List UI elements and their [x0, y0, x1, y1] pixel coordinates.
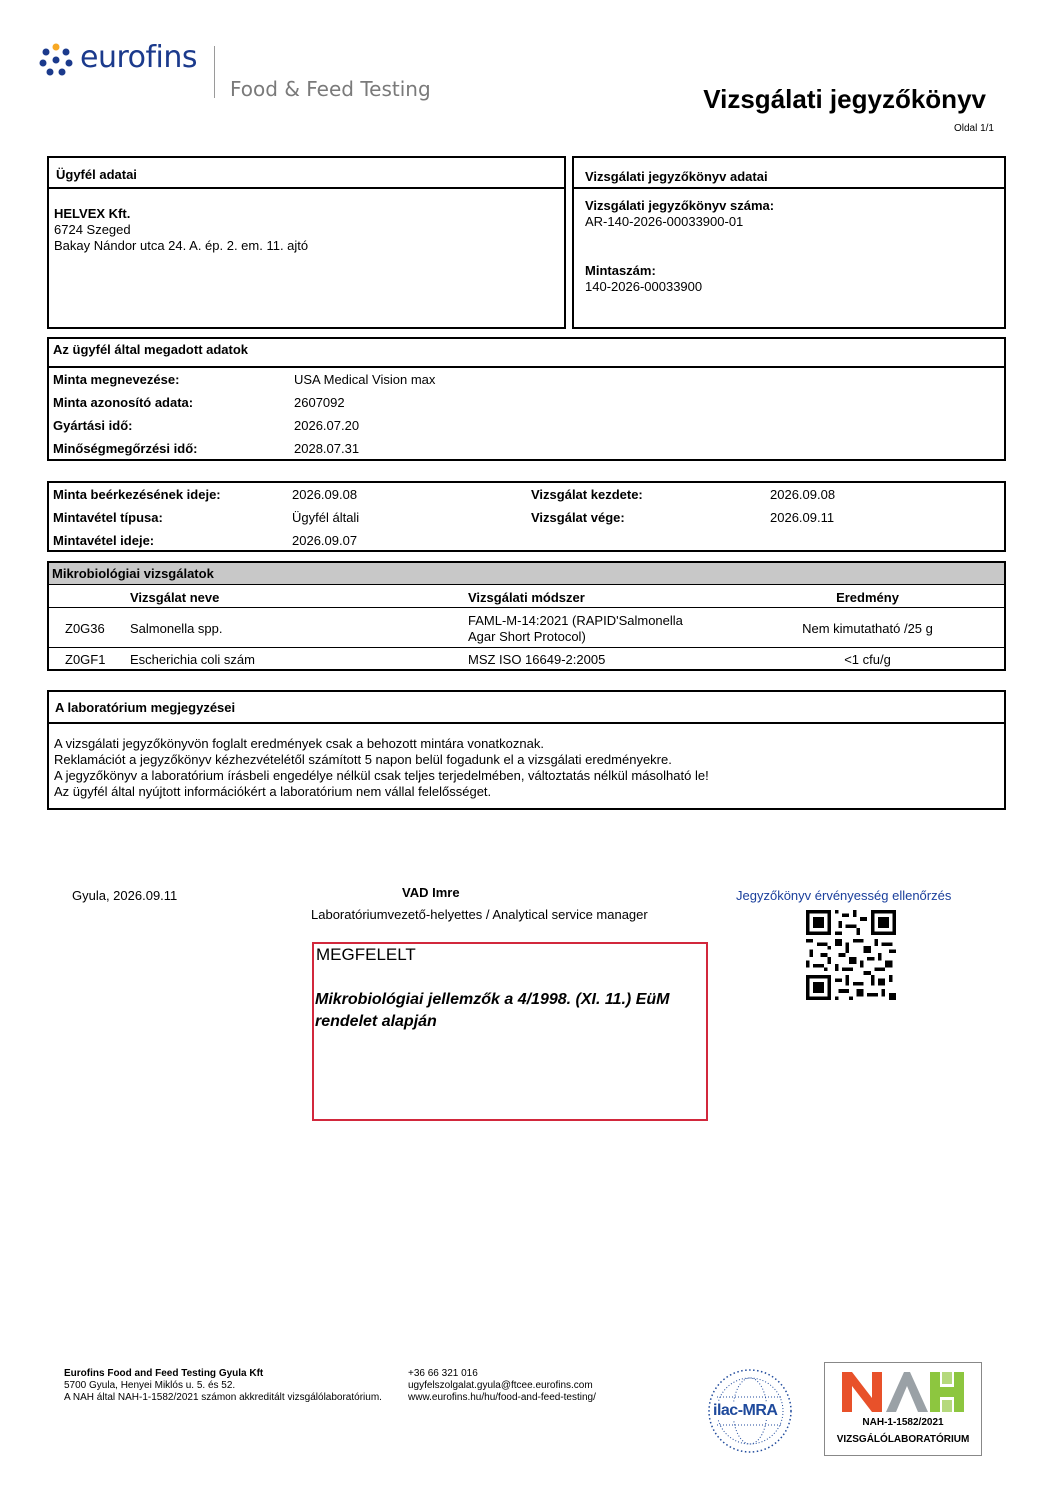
footer-company: Eurofins Food and Feed Testing Gyula Kft [64, 1368, 264, 1379]
sampling-label: Vizsgálat vége: [531, 510, 625, 525]
eurofins-dots-icon [38, 42, 74, 78]
notes-heading: A laboratórium megjegyzései [55, 700, 236, 715]
verify-link[interactable]: Jegyzőkönyv érvényesség ellenőrzés [736, 888, 952, 903]
sampling-value: Ügyfél általi [292, 510, 360, 525]
sampling-label: Minta beérkezésének ideje: [53, 487, 221, 502]
test-name: Escherichia coli szám [130, 652, 255, 667]
place-date: Gyula, 2026.09.11 [72, 888, 178, 903]
client-box-divider [47, 187, 566, 189]
stamp-status: MEGFELELT [316, 945, 416, 964]
test-method: Agar Short Protocol) [468, 629, 586, 644]
stamp-text: rendelet alapján [315, 1013, 437, 1030]
micro-col-header: Eredmény [836, 590, 899, 605]
sampling-value: 2026.09.08 [292, 487, 358, 502]
ilac-text: ilac-MRA [713, 1402, 778, 1419]
sample-number: 140-2026-00033900 [585, 279, 703, 294]
customer-row-value: USA Medical Vision max [294, 372, 436, 387]
note-line: A vizsgálati jegyzőkönyvön foglalt eredmények csak a behozott mintára vonatkoznak. [54, 736, 544, 751]
notes-divider [47, 722, 1006, 724]
footer-phone: +36 66 321 016 [408, 1368, 478, 1379]
report-box-divider [572, 187, 1006, 189]
customer-row [53, 418, 953, 436]
customer-row-value: 2607092 [294, 395, 345, 410]
sample-number-label: Mintaszám: [585, 263, 656, 278]
nah-mark-icon [842, 1372, 966, 1412]
micro-heading: Mikrobiológiai vizsgálatok [52, 566, 214, 581]
micro-col-header: Vizsgálati módszer [468, 590, 585, 605]
customer-row [53, 441, 953, 459]
sampling-row [53, 533, 1003, 551]
footer-accreditation: A NAH által NAH-1-1582/2021 számon akkreditált vizsgálólaboratórium. [64, 1392, 382, 1403]
header-divider [214, 46, 215, 98]
sampling-label: Mintavétel típusa: [53, 510, 163, 525]
sampling-value: 2026.09.07 [292, 533, 358, 548]
conformity-stamp [312, 942, 708, 1121]
sampling-row [53, 510, 1003, 528]
signatory-name: VAD Imre [402, 885, 460, 900]
test-code: Z0GF1 [65, 652, 106, 667]
customer-data-heading: Az ügyfél által megadott adatok [53, 342, 249, 357]
report-heading: Vizsgálati jegyzőkönyv adatai [585, 169, 768, 184]
test-name: Salmonella spp. [130, 621, 223, 636]
division-name: Food & Feed Testing [230, 77, 431, 101]
signatory-role: Laboratóriumvezető-helyettes / Analytical service manager [311, 907, 648, 922]
customer-row-value: 2028.07.31 [294, 441, 360, 456]
customer-row-label: Minta megnevezése: [53, 372, 180, 387]
sampling-label: Mintavétel ideje: [53, 533, 155, 548]
nah-label: VIZSGÁLÓLABORATÓRIUM [836, 1434, 970, 1445]
customer-row-label: Minőségmegőrzési idő: [53, 441, 198, 456]
report-number: AR-140-2026-00033900-01 [585, 214, 744, 229]
sampling-value: 2026.09.11 [770, 510, 835, 525]
sampling-value: 2026.09.08 [770, 487, 836, 502]
customer-row-label: Minta azonosító adata: [53, 395, 194, 410]
test-method: FAML-M-14:2021 (RAPID'Salmonella [468, 613, 683, 628]
sampling-row [53, 487, 1003, 505]
brand-name: eurofins [80, 40, 198, 75]
eurofins-logo [38, 40, 213, 80]
nah-logo [824, 1362, 982, 1456]
note-line: Reklamációt a jegyzőkönyv kézhezvételétől számított 5 napon belül fogadunk el a vizsgálati eredményekre. [54, 752, 672, 767]
qr-code[interactable] [806, 910, 896, 1000]
report-number-label: Vizsgálati jegyzőkönyv száma: [585, 198, 775, 213]
client-heading: Ügyfél adatai [56, 167, 137, 182]
test-code: Z0G36 [65, 621, 105, 636]
client-city: 6724 Szeged [54, 222, 131, 237]
stamp-text: Mikrobiológiai jellemzők a 4/1998. (XI. 11.) EüM [315, 991, 670, 1008]
nah-number: NAH-1-1582/2021 [862, 1417, 944, 1428]
note-line: Az ügyfél által nyújtott információkért a laboratórium nem vállal felelősséget. [54, 784, 492, 799]
test-method: MSZ ISO 16649-2:2005 [468, 652, 606, 667]
ilac-mra-logo [706, 1365, 794, 1457]
table-row [49, 608, 1004, 648]
customer-row [53, 395, 953, 413]
client-name: HELVEX Kft. [54, 206, 131, 221]
micro-heading-divider [49, 584, 1004, 585]
customer-data-divider [47, 366, 1006, 368]
micro-col-header: Vizsgálat neve [130, 590, 220, 605]
test-result: Nem kimutatható /25 g [802, 621, 933, 636]
footer-email: ugyfelszolgalat.gyula@ftcee.eurofins.com [408, 1380, 593, 1391]
note-line: A jegyzőkönyv a laboratórium írásbeli engedélye nélkül csak teljes terjedelmében, változtatás nélkül másolható le! [54, 768, 709, 783]
table-row [49, 648, 1004, 670]
customer-row-value: 2026.07.20 [294, 418, 360, 433]
client-address: Bakay Nándor utca 24. A. ép. 2. em. 11. ajtó [54, 238, 309, 253]
footer-address: 5700 Gyula, Henyei Miklós u. 5. és 52. [64, 1380, 236, 1391]
sampling-label: Vizsgálat kezdete: [531, 487, 643, 502]
footer-web: www.eurofins.hu/hu/food-and-feed-testing/ [408, 1392, 596, 1403]
customer-row [53, 372, 953, 390]
page-number: Oldal 1/1 [953, 123, 994, 134]
customer-row-label: Gyártási idő: [53, 418, 133, 433]
page-title: Vizsgálati jegyzőkönyv [703, 84, 986, 114]
test-result: <1 cfu/g [844, 652, 891, 667]
